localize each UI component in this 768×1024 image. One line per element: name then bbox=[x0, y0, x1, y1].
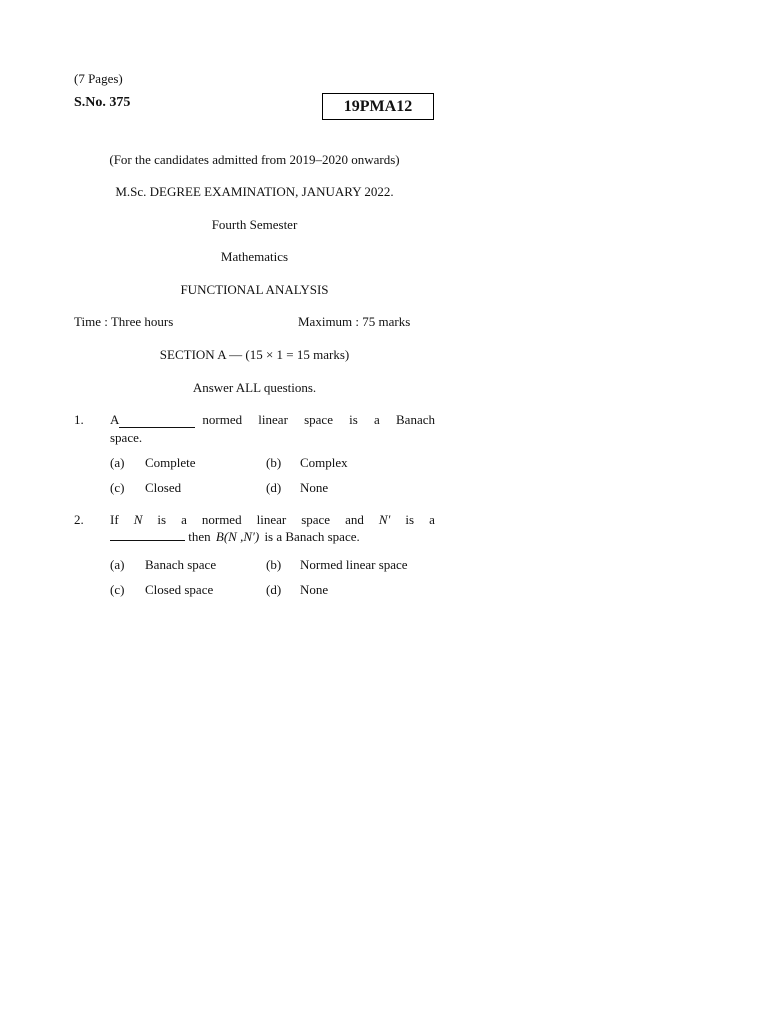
page-count: (7 Pages) bbox=[74, 71, 123, 86]
math-symbol: N bbox=[133, 512, 143, 527]
question-text: then bbox=[188, 529, 211, 544]
option-text: Complex bbox=[300, 455, 348, 470]
option-label: (d) bbox=[266, 480, 282, 495]
question-number: 2. bbox=[74, 512, 84, 527]
option-text: Complete bbox=[145, 455, 196, 470]
question-word: and bbox=[345, 512, 364, 527]
option-text: Closed bbox=[145, 480, 182, 495]
semester: Fourth Semester bbox=[211, 217, 298, 232]
option-label: (a) bbox=[110, 557, 125, 572]
math-expression: B(N ,N′) bbox=[215, 529, 260, 544]
option-text: Closed space bbox=[145, 582, 214, 597]
math-symbol: N′ bbox=[378, 512, 391, 527]
option-text: Banach space bbox=[145, 557, 217, 572]
question-word: is bbox=[405, 512, 415, 527]
exam-title: M.Sc. DEGREE EXAMINATION, JANUARY 2022. bbox=[115, 184, 394, 199]
question-2-line-1 bbox=[110, 512, 435, 528]
question-number: 1. bbox=[74, 412, 84, 427]
question-text: is a Banach space. bbox=[264, 529, 360, 544]
serial-number: S.No. 375 bbox=[74, 95, 131, 110]
time-allowed: Time : Three hours bbox=[74, 314, 174, 329]
answer-blank bbox=[119, 412, 195, 428]
option-text: Normed linear space bbox=[300, 557, 408, 572]
answer-blank bbox=[110, 540, 185, 541]
question-word: normed bbox=[201, 512, 242, 527]
question-word: a bbox=[181, 512, 187, 527]
option-text: None bbox=[300, 582, 329, 597]
option-label: (c) bbox=[110, 582, 125, 597]
paper-title: FUNCTIONAL ANALYSIS bbox=[180, 282, 329, 297]
option-label: (c) bbox=[110, 480, 125, 495]
question-word: If bbox=[110, 512, 119, 527]
question-text: A bbox=[110, 412, 120, 427]
option-label: (d) bbox=[266, 582, 282, 597]
question-2-line-2 bbox=[110, 529, 360, 545]
max-marks: Maximum : 75 marks bbox=[298, 314, 411, 329]
question-1-line-1 bbox=[110, 412, 435, 428]
question-text: normed linear space is a Banach bbox=[202, 412, 435, 427]
option-label: (b) bbox=[266, 455, 282, 470]
subject: Mathematics bbox=[220, 249, 289, 264]
section-heading: SECTION A — (15 × 1 = 15 marks) bbox=[159, 347, 350, 362]
option-label: (a) bbox=[110, 455, 125, 470]
question-word: linear bbox=[256, 512, 287, 527]
option-text: None bbox=[300, 480, 329, 495]
question-word: is bbox=[157, 512, 167, 527]
question-word: space bbox=[301, 512, 331, 527]
question-text: space. bbox=[110, 430, 143, 445]
admission-note: (For the candidates admitted from 2019–2020 onwards) bbox=[109, 152, 400, 167]
option-label: (b) bbox=[266, 557, 282, 572]
instruction: Answer ALL questions. bbox=[192, 380, 317, 395]
paper-code-box: 19PMA12 bbox=[322, 93, 434, 120]
question-word: a bbox=[429, 512, 435, 527]
